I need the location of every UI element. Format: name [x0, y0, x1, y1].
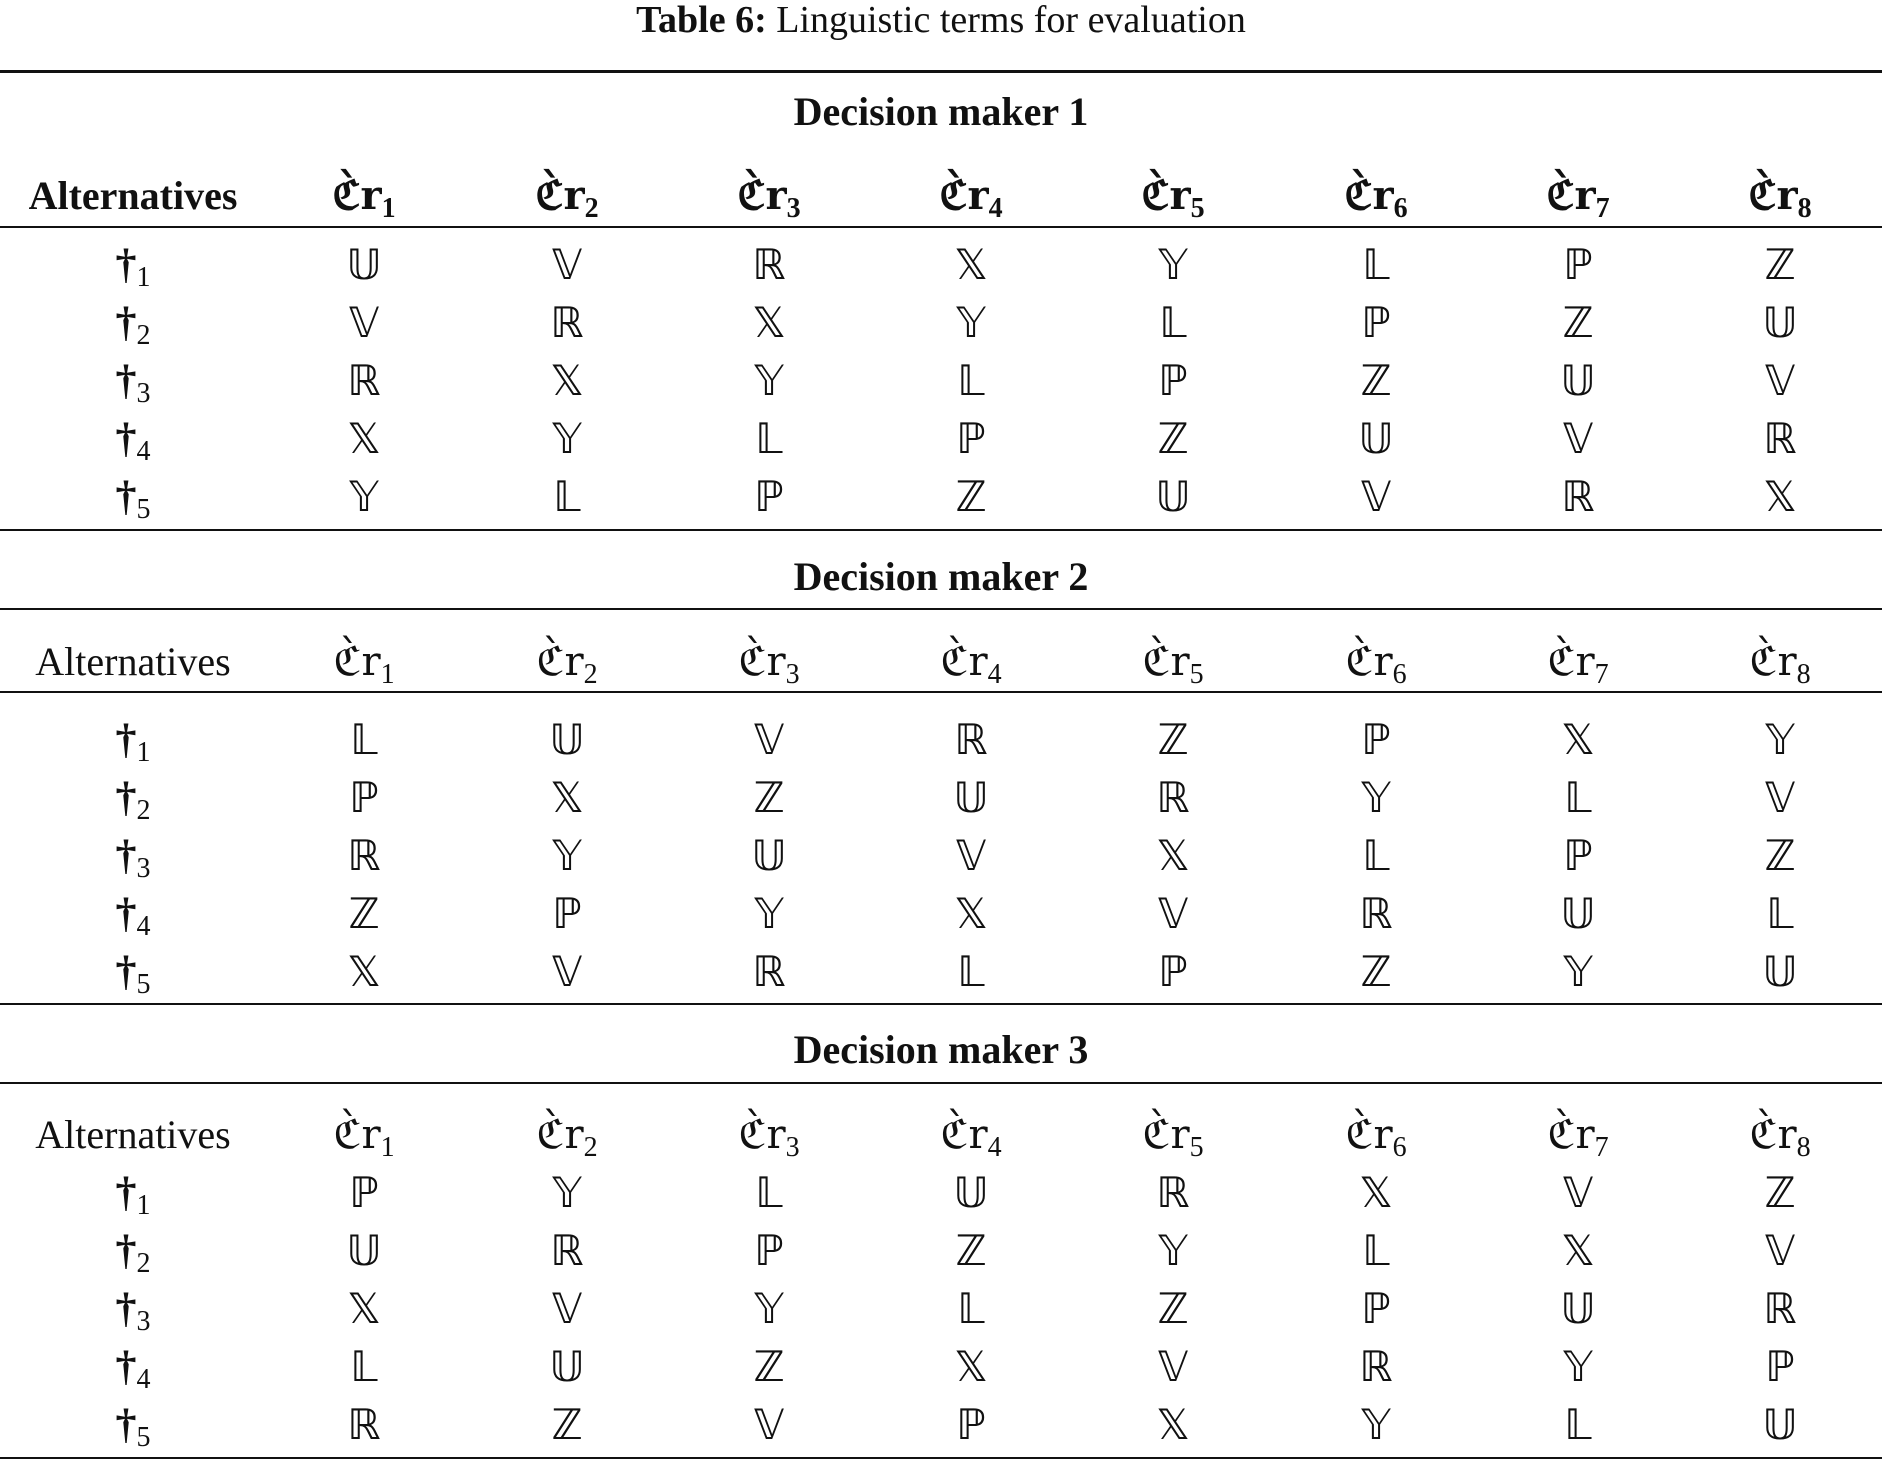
linguistic-term-cell: 𝕍: [1562, 1168, 1594, 1217]
block-end-rule: [0, 529, 1882, 531]
linguistic-term-cell: 𝕃: [1766, 889, 1794, 938]
linguistic-term-cell: 𝕐: [552, 1168, 582, 1217]
criterion-symbol: ℭ̀r: [1345, 639, 1393, 685]
linguistic-term-cell: ℙ: [956, 1400, 986, 1449]
linguistic-term-cell: 𝕏: [954, 889, 988, 938]
linguistic-term-cell: ℤ: [551, 1400, 583, 1449]
linguistic-term-cell: 𝕍: [551, 1284, 583, 1333]
criterion-index: 8: [1797, 193, 1812, 224]
alternatives-header: Alternatives: [35, 639, 231, 684]
linguistic-term-cell: 𝕏: [1763, 472, 1797, 521]
linguistic-term-cell: 𝕃: [755, 1168, 783, 1217]
linguistic-term-cell: 𝕏: [1359, 1168, 1393, 1217]
linguistic-term-cell: 𝕍: [1562, 414, 1594, 463]
linguistic-term-cell: 𝕍: [1157, 1342, 1189, 1391]
linguistic-term-cell: ℙ: [1563, 240, 1593, 289]
linguistic-term-cell: ℤ: [348, 889, 380, 938]
table-row: [0, 711, 1882, 769]
linguistic-term-cell: ℝ: [954, 715, 988, 764]
decision-maker-title: Decision maker 1: [793, 89, 1089, 134]
table-row: [0, 943, 1882, 1001]
linguistic-term-cell: 𝕐: [1765, 715, 1795, 764]
linguistic-term-cell: 𝕌: [1762, 1400, 1798, 1449]
linguistic-term-cell: ℙ: [552, 889, 582, 938]
linguistic-term-cell: ℝ: [1359, 889, 1393, 938]
criterion-header: [738, 1111, 799, 1172]
criterion-index: 1: [380, 1132, 395, 1163]
alternative-symbol: †: [115, 300, 137, 346]
alternative-symbol: †: [115, 833, 137, 879]
header-row: [0, 630, 1882, 690]
linguistic-term-cell: ℙ: [1361, 298, 1391, 347]
linguistic-term-cell: ℤ: [1562, 298, 1594, 347]
table-row: [0, 827, 1882, 885]
linguistic-term-cell: 𝕍: [1764, 1226, 1796, 1275]
linguistic-term-cell: 𝕐: [1158, 1226, 1188, 1275]
criterion-header: [1345, 638, 1406, 699]
linguistic-term-cell: 𝕐: [1563, 947, 1593, 996]
linguistic-term-cell: ℤ: [1157, 414, 1189, 463]
linguistic-term-cell: 𝕌: [1560, 1284, 1596, 1333]
alternatives-header: Alternatives: [28, 173, 238, 218]
criterion-index: 2: [584, 193, 599, 224]
alternative-symbol: †: [115, 474, 137, 520]
linguistic-term-cell: 𝕏: [550, 356, 584, 405]
linguistic-term-cell: 𝕃: [957, 356, 985, 405]
alternative-index: 3: [136, 1306, 151, 1337]
linguistic-term-cell: 𝕌: [1560, 889, 1596, 938]
table-row: [0, 352, 1882, 410]
criterion-symbol: ℭ̀r: [1749, 1112, 1797, 1158]
criterion-index: 1: [380, 659, 395, 690]
criterion-header: [939, 172, 1002, 233]
linguistic-term-cell: 𝕌: [1155, 472, 1191, 521]
linguistic-term-cell: ℝ: [347, 1400, 381, 1449]
alternative-symbol: †: [115, 242, 137, 288]
linguistic-term-cell: 𝕍: [348, 298, 380, 347]
criterion-header: [1142, 638, 1203, 699]
linguistic-term-cell: 𝕏: [752, 298, 786, 347]
alternative-symbol: †: [115, 717, 137, 763]
linguistic-term-cell: 𝕌: [953, 773, 989, 822]
block-rule: [0, 1082, 1882, 1084]
linguistic-term-cell: ℝ: [1763, 414, 1797, 463]
table-row: [0, 1280, 1882, 1338]
alternative-symbol: †: [115, 1170, 137, 1216]
linguistic-term-cell: 𝕌: [1762, 947, 1798, 996]
linguistic-term-cell: 𝕃: [1564, 1400, 1592, 1449]
criterion-symbol: ℭ̀r: [1546, 172, 1596, 219]
linguistic-term-cell: 𝕃: [1362, 1226, 1390, 1275]
linguistic-term-cell: 𝕌: [549, 1342, 585, 1391]
top-rule: [0, 70, 1882, 73]
linguistic-term-cell: ℤ: [955, 1226, 987, 1275]
criterion-symbol: ℭ̀r: [1547, 1112, 1595, 1158]
linguistic-term-cell: ℤ: [1157, 715, 1189, 764]
linguistic-term-cell: 𝕐: [1158, 240, 1188, 289]
criterion-index: 3: [786, 193, 801, 224]
linguistic-term-cell: ℙ: [1563, 831, 1593, 880]
linguistic-term-cell: 𝕌: [1762, 298, 1798, 347]
linguistic-term-cell: ℝ: [550, 1226, 584, 1275]
linguistic-term-cell: ℤ: [955, 472, 987, 521]
linguistic-term-cell: ℝ: [1156, 773, 1190, 822]
linguistic-term-cell: 𝕍: [1360, 472, 1392, 521]
criterion-index: 8: [1796, 659, 1811, 690]
caption-label: Table 6:: [636, 0, 767, 41]
linguistic-term-cell: ℝ: [347, 356, 381, 405]
criterion-index: 5: [1189, 1132, 1204, 1163]
linguistic-term-cell: ℙ: [1361, 1284, 1391, 1333]
criterion-symbol: ℭ̀r: [536, 1112, 584, 1158]
criterion-header: [332, 172, 395, 233]
linguistic-term-cell: 𝕌: [346, 240, 382, 289]
alternatives-header: Alternatives: [35, 1112, 231, 1157]
alternative-symbol: †: [115, 1402, 137, 1448]
criterion-symbol: ℭ̀r: [738, 1112, 786, 1158]
table-row: [0, 294, 1882, 352]
alternative-index: 3: [136, 378, 151, 409]
linguistic-term-cell: 𝕏: [1561, 1226, 1595, 1275]
linguistic-term-cell: 𝕍: [1764, 356, 1796, 405]
criterion-header: [1345, 1111, 1406, 1172]
table-row: [0, 885, 1882, 943]
alternative-symbol: †: [115, 358, 137, 404]
linguistic-term-cell: 𝕌: [346, 1226, 382, 1275]
alternative-index: 2: [136, 320, 151, 351]
linguistic-term-cell: ℝ: [347, 831, 381, 880]
alternative-index: 5: [136, 1422, 151, 1453]
linguistic-term-cell: 𝕏: [347, 1284, 381, 1333]
criterion-index: 4: [987, 659, 1002, 690]
alternative-symbol: †: [115, 1286, 137, 1332]
linguistic-term-cell: ℙ: [1158, 947, 1188, 996]
alternative-symbol: †: [115, 1228, 137, 1274]
linguistic-term-cell: 𝕏: [1156, 831, 1190, 880]
linguistic-term-cell: ℝ: [550, 298, 584, 347]
criterion-header: [1344, 172, 1407, 233]
linguistic-term-cell: 𝕃: [957, 947, 985, 996]
criterion-symbol: ℭ̀r: [1748, 172, 1798, 219]
criterion-header: [1748, 172, 1811, 233]
linguistic-term-cell: ℤ: [1360, 947, 1392, 996]
criterion-index: 7: [1594, 659, 1609, 690]
criterion-index: 4: [987, 1132, 1002, 1163]
linguistic-term-cell: ℤ: [1764, 1168, 1796, 1217]
linguistic-term-cell: 𝕌: [1560, 356, 1596, 405]
linguistic-term-cell: 𝕃: [957, 1284, 985, 1333]
table-row: [0, 1396, 1882, 1454]
alternative-index: 4: [136, 1364, 151, 1395]
linguistic-term-cell: 𝕐: [349, 472, 379, 521]
criterion-symbol: ℭ̀r: [1142, 639, 1190, 685]
alternative-symbol: †: [115, 1344, 137, 1390]
linguistic-term-cell: ℤ: [1360, 356, 1392, 405]
linguistic-term-cell: 𝕍: [551, 240, 583, 289]
criterion-symbol: ℭ̀r: [1141, 172, 1191, 219]
alternative-symbol: †: [115, 775, 137, 821]
linguistic-term-cell: 𝕍: [955, 831, 987, 880]
linguistic-term-cell: ℤ: [753, 1342, 785, 1391]
criterion-header: [1547, 638, 1608, 699]
criterion-index: 2: [583, 1132, 598, 1163]
linguistic-term-cell: ℝ: [1561, 472, 1595, 521]
linguistic-term-cell: 𝕐: [754, 1284, 784, 1333]
linguistic-term-cell: 𝕍: [1157, 889, 1189, 938]
linguistic-term-cell: 𝕐: [552, 414, 582, 463]
criterion-header: [536, 638, 597, 699]
linguistic-term-cell: ℙ: [1158, 356, 1188, 405]
linguistic-term-cell: ℙ: [1765, 1342, 1795, 1391]
header-row: [0, 164, 1882, 224]
criterion-header: [738, 638, 799, 699]
criterion-index: 2: [583, 659, 598, 690]
alternative-index: 4: [136, 911, 151, 942]
linguistic-term-cell: 𝕌: [549, 715, 585, 764]
alternative-index: 1: [136, 737, 151, 768]
criterion-header: [940, 638, 1001, 699]
linguistic-term-cell: ℙ: [1361, 715, 1391, 764]
criterion-header: [535, 172, 598, 233]
linguistic-term-cell: 𝕏: [1156, 1400, 1190, 1449]
criterion-header: [737, 172, 800, 233]
alternative-index: 2: [136, 795, 151, 826]
linguistic-term-cell: ℝ: [752, 947, 786, 996]
alternative-index: 5: [136, 969, 151, 1000]
criterion-header: [1749, 638, 1810, 699]
alternative-index: 4: [136, 436, 151, 467]
criterion-symbol: ℭ̀r: [536, 639, 584, 685]
linguistic-term-cell: 𝕃: [1564, 773, 1592, 822]
criterion-index: 1: [381, 193, 396, 224]
criterion-header: [1749, 1111, 1810, 1172]
linguistic-term-cell: 𝕐: [1563, 1342, 1593, 1391]
decision-maker-title: Decision maker 2: [793, 554, 1089, 599]
criterion-symbol: ℭ̀r: [1749, 639, 1797, 685]
criterion-header: [333, 638, 394, 699]
linguistic-term-cell: 𝕌: [751, 831, 787, 880]
criterion-header: [1142, 1111, 1203, 1172]
criterion-symbol: ℭ̀r: [940, 1112, 988, 1158]
linguistic-term-cell: ℝ: [752, 240, 786, 289]
criterion-symbol: ℭ̀r: [1547, 639, 1595, 685]
table-row: [0, 1338, 1882, 1396]
linguistic-term-cell: 𝕐: [754, 889, 784, 938]
linguistic-term-cell: 𝕃: [1362, 831, 1390, 880]
linguistic-term-cell: 𝕐: [1361, 773, 1391, 822]
criterion-symbol: ℭ̀r: [1142, 1112, 1190, 1158]
alternative-index: 1: [136, 1190, 151, 1221]
block-end-rule: [0, 1457, 1882, 1459]
linguistic-term-cell: ℤ: [753, 773, 785, 822]
linguistic-term-cell: 𝕃: [553, 472, 581, 521]
alternative-index: 5: [136, 494, 151, 525]
header-row: [0, 1103, 1882, 1163]
linguistic-term-cell: 𝕃: [350, 1342, 378, 1391]
criterion-header: [333, 1111, 394, 1172]
criterion-header: [1546, 172, 1609, 233]
table-row: [0, 236, 1882, 294]
criterion-index: 6: [1392, 659, 1407, 690]
criterion-symbol: ℭ̀r: [1345, 1112, 1393, 1158]
table-caption: [0, 0, 1882, 40]
criterion-symbol: ℭ̀r: [738, 639, 786, 685]
criterion-symbol: ℭ̀r: [333, 1112, 381, 1158]
criterion-symbol: ℭ̀r: [1344, 172, 1394, 219]
criterion-index: 3: [785, 1132, 800, 1163]
linguistic-term-cell: 𝕃: [755, 414, 783, 463]
header-rule: [0, 226, 1882, 228]
linguistic-term-cell: 𝕍: [1764, 773, 1796, 822]
linguistic-term-cell: ℤ: [1764, 831, 1796, 880]
criterion-header: [1547, 1111, 1608, 1172]
criterion-index: 6: [1392, 1132, 1407, 1163]
criterion-symbol: ℭ̀r: [737, 172, 787, 219]
criterion-index: 3: [785, 659, 800, 690]
header-rule: [0, 691, 1882, 693]
alternative-index: 2: [136, 1248, 151, 1279]
criterion-index: 4: [988, 193, 1003, 224]
table-row: [0, 468, 1882, 526]
linguistic-term-cell: ℤ: [1157, 1284, 1189, 1333]
linguistic-term-cell: ℙ: [754, 472, 784, 521]
linguistic-term-cell: 𝕏: [347, 414, 381, 463]
linguistic-term-cell: 𝕌: [953, 1168, 989, 1217]
linguistic-term-cell: ℙ: [956, 414, 986, 463]
alternative-index: 1: [136, 262, 151, 293]
table-row: [0, 1164, 1882, 1222]
linguistic-term-cell: 𝕏: [347, 947, 381, 996]
table-row: [0, 410, 1882, 468]
linguistic-term-cell: 𝕐: [754, 356, 784, 405]
criterion-index: 7: [1594, 1132, 1609, 1163]
criterion-symbol: ℭ̀r: [333, 639, 381, 685]
criterion-symbol: ℭ̀r: [940, 639, 988, 685]
criterion-symbol: ℭ̀r: [535, 172, 585, 219]
linguistic-term-cell: 𝕍: [753, 715, 785, 764]
criterion-header: [536, 1111, 597, 1172]
linguistic-term-cell: 𝕃: [350, 715, 378, 764]
linguistic-term-cell: ℝ: [1156, 1168, 1190, 1217]
alternative-symbol: †: [115, 891, 137, 937]
linguistic-term-cell: ℙ: [349, 773, 379, 822]
criterion-header: [1141, 172, 1204, 233]
linguistic-term-cell: 𝕍: [551, 947, 583, 996]
linguistic-term-cell: ℙ: [349, 1168, 379, 1217]
criterion-symbol: ℭ̀r: [332, 172, 382, 219]
criterion-symbol: ℭ̀r: [939, 172, 989, 219]
alternative-index: 3: [136, 853, 151, 884]
criterion-header: [940, 1111, 1001, 1172]
criterion-index: 5: [1190, 193, 1205, 224]
linguistic-term-cell: ℙ: [754, 1226, 784, 1275]
decision-maker-title: Decision maker 3: [793, 1027, 1089, 1072]
linguistic-term-cell: 𝕏: [550, 773, 584, 822]
linguistic-term-cell: ℤ: [1764, 240, 1796, 289]
linguistic-term-cell: ℝ: [1763, 1284, 1797, 1333]
linguistic-term-cell: 𝕃: [1159, 298, 1187, 347]
criterion-index: 5: [1189, 659, 1204, 690]
linguistic-term-cell: 𝕐: [956, 298, 986, 347]
linguistic-term-cell: 𝕏: [954, 1342, 988, 1391]
linguistic-term-cell: 𝕃: [1362, 240, 1390, 289]
linguistic-term-cell: 𝕏: [1561, 715, 1595, 764]
linguistic-term-cell: ℝ: [1359, 1342, 1393, 1391]
caption-text: Linguistic terms for evaluation: [776, 0, 1246, 41]
linguistic-term-cell: 𝕍: [753, 1400, 785, 1449]
alternative-symbol: †: [115, 416, 137, 462]
criterion-index: 6: [1393, 193, 1408, 224]
block-end-rule: [0, 1003, 1882, 1005]
alternative-symbol: †: [115, 949, 137, 995]
table-row: [0, 769, 1882, 827]
criterion-index: 8: [1796, 1132, 1811, 1163]
block-rule: [0, 608, 1882, 610]
linguistic-term-cell: 𝕐: [1361, 1400, 1391, 1449]
linguistic-term-cell: 𝕐: [552, 831, 582, 880]
linguistic-term-cell: 𝕏: [954, 240, 988, 289]
criterion-index: 7: [1595, 193, 1610, 224]
linguistic-term-cell: 𝕌: [1358, 414, 1394, 463]
table-row: [0, 1222, 1882, 1280]
